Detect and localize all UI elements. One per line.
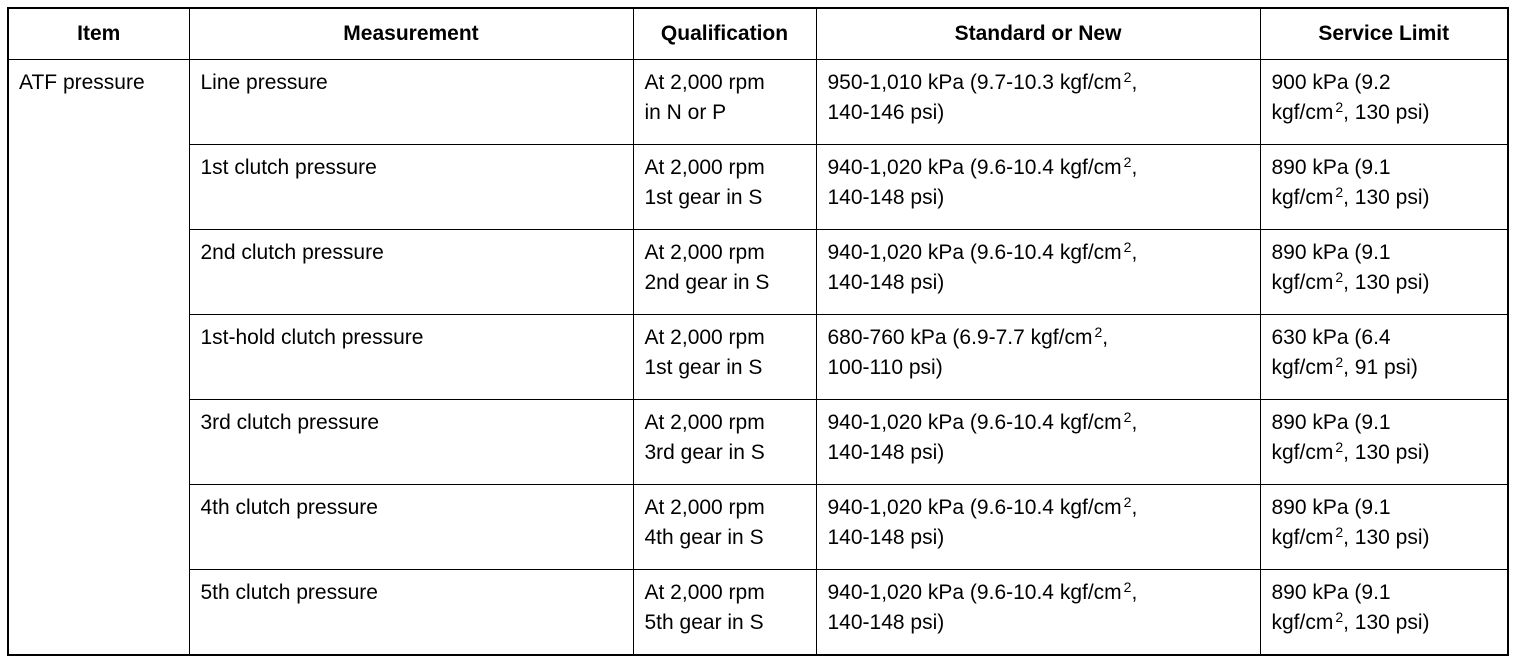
limit-line-1: 890 kPa (9.1 (1271, 581, 1391, 604)
measurement-cell (189, 60, 633, 145)
standard-value-text: 940-1,020 kPa (9.6-10.4 kgf/cm (827, 411, 1122, 434)
measurement-text: 1st-hold clutch pressure (200, 326, 424, 349)
standard-comma: , (1131, 581, 1138, 604)
superscript: 2 (1335, 354, 1344, 370)
standard-line-2: 140-148 psi) (827, 186, 945, 209)
header-row (8, 8, 1508, 60)
item-label: ATF pressure (19, 71, 145, 94)
standard-cell (816, 315, 1260, 400)
header-item: Item (8, 8, 189, 60)
superscript: 2 (1123, 239, 1132, 255)
limit-line-1: 890 kPa (9.1 (1271, 496, 1391, 519)
limit-unit-text: kgf/cm (1271, 441, 1334, 464)
standard-line-2: 100-110 psi) (827, 356, 943, 379)
qualification-cell (633, 315, 816, 400)
standard-line-1 (828, 578, 1249, 608)
table-row (8, 570, 1508, 656)
limit-line-1: 890 kPa (9.1 (1271, 156, 1391, 179)
limit-psi-text: , 130 psi) (1343, 526, 1430, 549)
limit-unit-text: kgf/cm (1271, 356, 1334, 379)
qualification-cell (633, 400, 816, 485)
table-row (8, 230, 1508, 315)
superscript: 2 (1335, 184, 1344, 200)
table-row (8, 485, 1508, 570)
service-limit-cell (1260, 145, 1508, 230)
service-limit-cell (1260, 570, 1508, 656)
qualification-cell (633, 570, 816, 656)
standard-comma: , (1131, 241, 1138, 264)
measurement-cell (189, 315, 633, 400)
qualification-line-2: 1st gear in S (644, 186, 763, 209)
standard-comma: , (1131, 496, 1138, 519)
standard-comma: , (1131, 156, 1138, 179)
superscript: 2 (1335, 99, 1344, 115)
limit-unit-text: kgf/cm (1271, 186, 1334, 209)
header-service-limit: Service Limit (1260, 8, 1508, 60)
measurement-cell (189, 400, 633, 485)
limit-psi-text: , 91 psi) (1343, 356, 1418, 379)
limit-line-2 (1272, 353, 1497, 383)
measurement-cell (189, 485, 633, 570)
qualification-line-1: At 2,000 rpm (644, 71, 765, 94)
qualification-line-1: At 2,000 rpm (644, 411, 765, 434)
limit-psi-text: , 130 psi) (1343, 441, 1430, 464)
limit-unit-text: kgf/cm (1271, 611, 1334, 634)
qualification-cell (633, 485, 816, 570)
standard-line-1 (828, 408, 1249, 438)
qualification-line-1: At 2,000 rpm (644, 241, 765, 264)
standard-line-1 (828, 323, 1249, 353)
limit-unit-text: kgf/cm (1271, 101, 1334, 124)
qualification-line-2: in N or P (644, 101, 727, 124)
standard-value-text: 940-1,020 kPa (9.6-10.4 kgf/cm (827, 241, 1122, 264)
limit-line-2 (1272, 98, 1497, 128)
qualification-line-1: At 2,000 rpm (644, 581, 765, 604)
standard-comma: , (1131, 71, 1138, 94)
limit-unit-text: kgf/cm (1271, 271, 1334, 294)
measurement-text: 2nd clutch pressure (200, 241, 384, 264)
superscript: 2 (1335, 609, 1344, 625)
measurement-text: Line pressure (200, 71, 328, 94)
limit-psi-text: , 130 psi) (1343, 186, 1430, 209)
standard-line-1 (828, 153, 1249, 183)
measurement-text: 5th clutch pressure (200, 581, 378, 604)
standard-value-text: 680-760 kPa (6.9-7.7 kgf/cm (827, 326, 1093, 349)
table-row (8, 145, 1508, 230)
limit-line-2 (1272, 608, 1497, 638)
table-row (8, 315, 1508, 400)
service-limit-cell (1260, 400, 1508, 485)
superscript: 2 (1123, 409, 1132, 425)
standard-comma: , (1131, 411, 1138, 434)
standard-line-2: 140-148 psi) (827, 526, 945, 549)
superscript: 2 (1335, 269, 1344, 285)
header-qualification: Qualification (633, 8, 816, 60)
limit-unit-text: kgf/cm (1271, 526, 1334, 549)
measurement-cell (189, 230, 633, 315)
qualification-line-2: 4th gear in S (644, 526, 764, 549)
standard-line-1 (828, 68, 1249, 98)
qualification-line-2: 2nd gear in S (644, 271, 770, 294)
service-limit-cell (1260, 230, 1508, 315)
standard-cell (816, 60, 1260, 145)
qualification-line-2: 5th gear in S (644, 611, 764, 634)
superscript: 2 (1335, 439, 1344, 455)
header-standard-or-new: Standard or New (816, 8, 1260, 60)
standard-value-text: 940-1,020 kPa (9.6-10.4 kgf/cm (827, 156, 1122, 179)
standard-line-2: 140-146 psi) (827, 101, 945, 124)
service-limit-cell (1260, 315, 1508, 400)
limit-line-1: 900 kPa (9.2 (1271, 71, 1391, 94)
qualification-line-1: At 2,000 rpm (644, 156, 765, 179)
standard-line-2: 140-148 psi) (827, 441, 945, 464)
standard-cell (816, 400, 1260, 485)
spec-table-container (7, 7, 1509, 656)
service-limit-cell (1260, 60, 1508, 145)
measurement-text: 4th clutch pressure (200, 496, 378, 519)
qualification-line-2: 3rd gear in S (644, 441, 765, 464)
measurement-text: 3rd clutch pressure (200, 411, 380, 434)
measurement-text: 1st clutch pressure (200, 156, 377, 179)
limit-line-1: 890 kPa (9.1 (1271, 411, 1391, 434)
limit-line-1: 630 kPa (6.4 (1271, 326, 1391, 349)
superscript: 2 (1123, 154, 1132, 170)
limit-psi-text: , 130 psi) (1343, 271, 1430, 294)
service-limit-cell (1260, 485, 1508, 570)
standard-line-1 (828, 493, 1249, 523)
standard-value-text: 940-1,020 kPa (9.6-10.4 kgf/cm (827, 496, 1122, 519)
table-row (8, 60, 1508, 145)
standard-line-2: 140-148 psi) (827, 611, 945, 634)
standard-cell (816, 145, 1260, 230)
standard-value-text: 950-1,010 kPa (9.7-10.3 kgf/cm (827, 71, 1122, 94)
item-cell (8, 60, 189, 656)
superscript: 2 (1123, 69, 1132, 85)
qualification-cell (633, 60, 816, 145)
qualification-line-2: 1st gear in S (644, 356, 763, 379)
qualification-line-1: At 2,000 rpm (644, 326, 765, 349)
limit-line-2 (1272, 268, 1497, 298)
limit-line-1: 890 kPa (9.1 (1271, 241, 1391, 264)
standard-cell (816, 570, 1260, 656)
limit-psi-text: , 130 psi) (1343, 611, 1430, 634)
superscript: 2 (1123, 579, 1132, 595)
limit-line-2 (1272, 438, 1497, 468)
qualification-line-1: At 2,000 rpm (644, 496, 765, 519)
limit-line-2 (1272, 523, 1497, 553)
header-measurement: Measurement (189, 8, 633, 60)
measurement-cell (189, 570, 633, 656)
standard-line-1 (828, 238, 1249, 268)
superscript: 2 (1123, 494, 1132, 510)
superscript: 2 (1094, 324, 1103, 340)
atf-pressure-spec-table (7, 7, 1509, 656)
standard-comma: , (1102, 326, 1109, 349)
superscript: 2 (1335, 524, 1344, 540)
table-row (8, 400, 1508, 485)
standard-cell (816, 485, 1260, 570)
qualification-cell (633, 145, 816, 230)
standard-line-2: 140-148 psi) (827, 271, 945, 294)
measurement-cell (189, 145, 633, 230)
qualification-cell (633, 230, 816, 315)
standard-cell (816, 230, 1260, 315)
limit-line-2 (1272, 183, 1497, 213)
limit-psi-text: , 130 psi) (1343, 101, 1430, 124)
standard-value-text: 940-1,020 kPa (9.6-10.4 kgf/cm (827, 581, 1122, 604)
